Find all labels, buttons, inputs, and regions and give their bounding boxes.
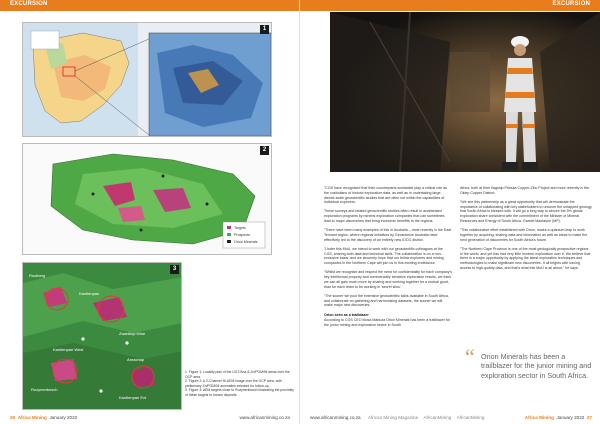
right-page bbox=[300, 0, 600, 424]
article-column-1 bbox=[324, 186, 452, 332]
article-column-2 bbox=[460, 186, 592, 275]
figure-2-graphic bbox=[23, 144, 272, 255]
paragraph: "CGS have recognised that their counterparts worldwide play a critical role as the custodians of historic exploration data, as well as in undertaking large, district-scale geoscientific studies that are often not within the capabilities of individual explorers. bbox=[324, 186, 447, 205]
magazine-brand: Africa Mining bbox=[17, 415, 47, 420]
map-label: Kantienpan Ext bbox=[119, 395, 147, 400]
caption-item: 2. Figure 2: A Z-Channel Hi-AEM image over the OCP area, with preliminary Zn/PGM/Ni anomalies selected for follow-up. bbox=[185, 379, 282, 388]
section-tag: EXCURSION bbox=[552, 1, 590, 7]
issue-date: January 2022 bbox=[556, 415, 585, 420]
figure-captions bbox=[185, 370, 295, 398]
social-link[interactable]: AfricanMining bbox=[456, 415, 485, 420]
caption-item: 3. Figure 3: AEM targets close to Rozynenbosch illustrating the proximity of these targets to known deposits. bbox=[185, 388, 294, 397]
map-label: Kantienpan West bbox=[53, 347, 84, 352]
pull-quote-text: Orion Minerals has been a trailblazer for the junior mining and exploration sector in South Africa. bbox=[481, 352, 592, 380]
figure-3-targets-map bbox=[22, 262, 182, 410]
paragraph: "There have been many examples of this in Australia – most recently in the East Tennant region, where regional initiatives by Geoscience Australia have effectively led to the discovery of an entirely new IOCG district. bbox=[324, 228, 452, 242]
legend-item-orion: Orion Minerals bbox=[234, 240, 258, 244]
website-link[interactable]: www.africanmining.co.za bbox=[239, 415, 290, 420]
caption-item: 1. Figure 1: Locality plan of the UGT/Anz & Zn/PGM/Ni areas over the OCP area. bbox=[185, 370, 290, 379]
legend-item-prospects: Prospects bbox=[234, 233, 250, 237]
map-label: Kantienpan bbox=[79, 291, 100, 296]
figure-2-aem-map bbox=[22, 143, 272, 255]
left-footer bbox=[10, 415, 290, 420]
paragraph: "Whilst we recognise and respect the need for confidentiality for each company's key intellectual property and commercially sensitive exploration results, we think we can all gain much more by sharing and working together for a mutual good, than for each team to be working in 'secret silos'. bbox=[324, 270, 453, 289]
figure-1-graphic bbox=[23, 23, 272, 137]
paragraph: "We see this partnership as a great opportunity that will demonstrate the importance of collaborating with key stakeholders to uncover the untapped geology that South Africa is blessed with. It will go a long way to secure the 5% global exploration share consistent with the commitment of the Minister of Mineral Resources and Energy of South Africa, Gwede Mantashe (MP). bbox=[460, 199, 592, 224]
legend-item-targets: Targets bbox=[234, 226, 246, 230]
paragraph: These surveys and related geoscientific studies often result in accelerated exploration programs by mineral exploration companies that can sometimes lead to major discoveries that bring economic benefits to the regions. bbox=[324, 209, 445, 224]
figure-3-number: 3 bbox=[170, 265, 179, 274]
section-tag: EXCURSION bbox=[10, 1, 48, 7]
map-label: Rooiberg bbox=[29, 273, 46, 278]
paragraph: "The sooner we pool the extensive geoscientific skills available in South Africa, and collaborate on gathering and harmonising datasets, the sooner we will make major new discoveries. bbox=[324, 293, 449, 308]
issue-date: January 2022 bbox=[49, 415, 78, 420]
left-header-bar bbox=[0, 0, 300, 11]
quote-mark-icon: “ bbox=[465, 344, 475, 369]
magazine-brand: Africa Mining bbox=[524, 415, 554, 420]
right-footer bbox=[310, 415, 592, 420]
subheading: Orion seen as a trailblazer bbox=[324, 312, 369, 317]
map-label: Areachap bbox=[127, 357, 145, 362]
photo-graphic bbox=[330, 12, 600, 172]
website-link[interactable]: www.africanmining.co.za bbox=[310, 415, 361, 420]
paragraph: Africa, both at their flagship Prieska Copper-Zinc Project and more recently in the Okiep Copper District. bbox=[460, 186, 590, 195]
paragraph: "This collaborative effort established with Orion, marks a quantum leap to work together by acquiring, sharing data and information as well as ideas to make the next generation of discoveries for South Africa's future. bbox=[460, 228, 588, 242]
figure-3-graphic bbox=[23, 263, 182, 410]
right-header-bar bbox=[300, 0, 600, 11]
social-link[interactable]: AfricanMining bbox=[423, 415, 452, 420]
photo-caption: Underground work at Orion Minerals' Prieska shaft in the Northern Cape. bbox=[334, 175, 459, 179]
page-number: 27 bbox=[586, 415, 592, 420]
underground-photo bbox=[330, 12, 600, 172]
figure-2-number: 2 bbox=[260, 146, 269, 155]
map-label: Rozynenbosch bbox=[31, 387, 58, 392]
map-label: Zwartkop Mine bbox=[119, 331, 146, 336]
paragraph: "The Northern Cape Province is one of the most geologically prospective regions in the world, and yet has had very little modern exploration over it. We believe that there is a major opportunity by applying the latest exploration techniques and methodologies to make significant new discoveries. It all begins with having access to high-quality data, and that's what this MoU is all about," he says. bbox=[460, 246, 591, 271]
social-link[interactable]: African Mining Magazine bbox=[367, 415, 419, 420]
figure-1-locality-map bbox=[22, 22, 272, 137]
page-number: 26 bbox=[10, 415, 16, 420]
figure-1-number: 1 bbox=[260, 25, 269, 34]
paragraph: According to CGS CEO Mosa Mabuza Orion Minerals has been a trailblazer for the junior mining and exploration sector in South bbox=[324, 318, 451, 328]
paragraph: "Under this MoU, we intend to work with our geoscientific colleagues at the CGS, sharing both data and technical skills. The collaboration is on a non-exclusive basis, and we sincerely hope that our fellow explorers and mining companies in the Northern Cape will join us in this exciting endeavour. bbox=[324, 246, 444, 266]
